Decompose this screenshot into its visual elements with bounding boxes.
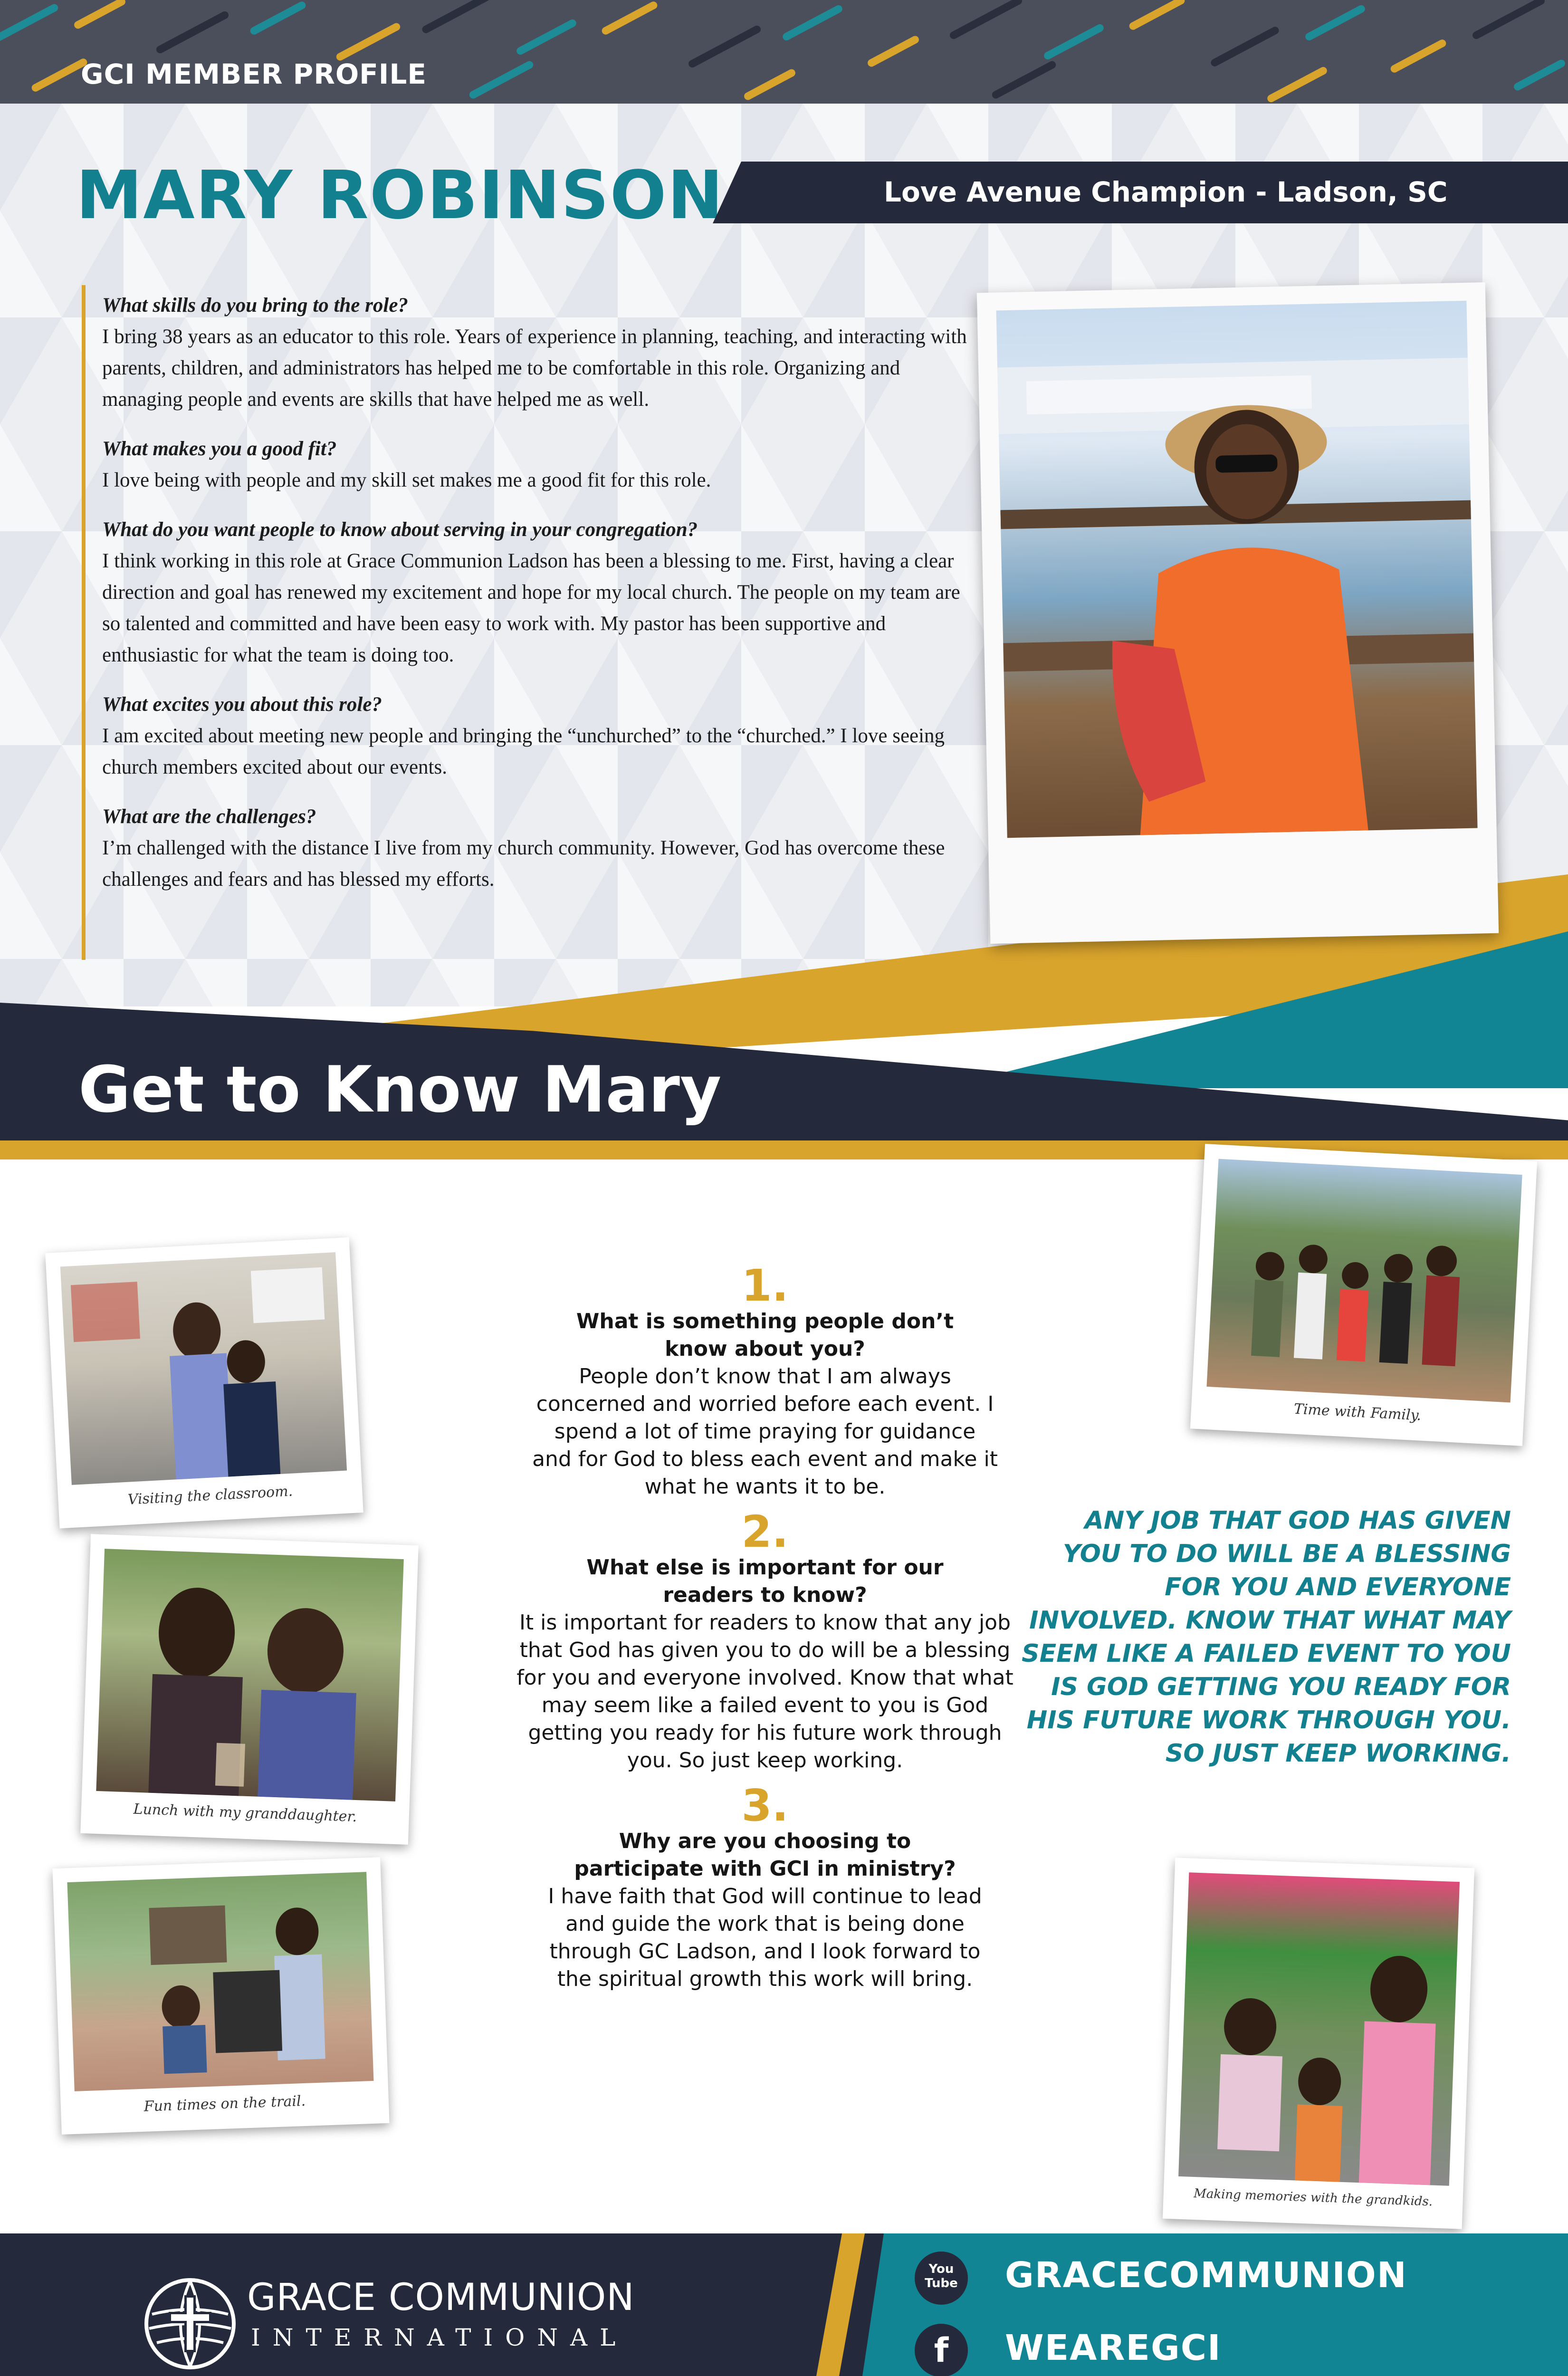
facebook-handle-link[interactable]: WEAREGCI bbox=[1005, 2328, 1222, 2368]
qa-question: What skills do you bring to the role? bbox=[102, 294, 408, 316]
qa-answer: I’m challenged with the distance I live from my church community. However, God has overcome these challenges and fears and has blessed my efforts. bbox=[102, 837, 945, 891]
facebook-icon[interactable] bbox=[915, 2324, 968, 2376]
qa-question: What do you want people to know about serving in your congregation? bbox=[102, 518, 698, 541]
question-number: 2. bbox=[741, 1506, 789, 1557]
polaroid-classroom bbox=[45, 1237, 363, 1529]
youtube-handle-link[interactable]: GRACECOMMUNION bbox=[1005, 2255, 1407, 2296]
qa-answer: I love being with people and my skill set makes me a good fit for this role. bbox=[102, 469, 711, 491]
photo-trail bbox=[67, 1872, 373, 2091]
polaroid-grandkids bbox=[1163, 1858, 1474, 2229]
youtube-icon[interactable] bbox=[915, 2251, 968, 2305]
qa-answer: I am excited about meeting new people and bringing the “unchurched” to the “churched.” I love seeing church members excited about our events. bbox=[102, 725, 945, 778]
role-title: Love Avenue Champion - Ladson, SC bbox=[884, 176, 1448, 208]
qa-answer: I think working in this role at Grace Communion Ladson has been a blessing to me. First, having a clear direction and goal has renewed my excitement and hope for my local church. The people on my team are so talented and committed and have been easy to work with. My pastor has been supportive and enthusiastic for what the team is doing too. bbox=[102, 550, 960, 666]
numbered-question: What else is important for our readers to know? bbox=[586, 1555, 944, 1607]
youtube-icon-text: You Tube bbox=[925, 2262, 958, 2290]
polaroid-trail bbox=[52, 1857, 389, 2135]
polaroid-lunch bbox=[80, 1534, 419, 1845]
caption-grandkids: Making memories with the grandkids. bbox=[1193, 2186, 1433, 2209]
photo-family bbox=[1206, 1159, 1522, 1403]
qa-section bbox=[102, 290, 972, 913]
polaroid-family bbox=[1190, 1144, 1537, 1446]
qa-answer: I bring 38 years as an educator to this role. Years of experience in planning, teaching, and interacting with parents, children, and administrators has helped me to be comfortable in this role. Organizing and managing people and events are skills that have helped me as well. bbox=[102, 326, 967, 411]
question-number: 1. bbox=[741, 1260, 789, 1311]
gci-logo-icon bbox=[143, 2276, 238, 2371]
qa-accent-rule bbox=[82, 285, 86, 960]
numbered-answer: I have faith that God will continue to lead and guide the work that is being done through GC Ladson, and I look forward to the spiritual growth this work will bring. bbox=[548, 1884, 982, 1991]
caption-classroom: Visiting the classroom. bbox=[127, 1483, 293, 1508]
portrait-photo bbox=[996, 301, 1478, 838]
org-subtitle: INTERNATIONAL bbox=[251, 2324, 628, 2351]
numbered-question: What is something people don’t know about you? bbox=[576, 1309, 954, 1361]
caption-lunch: Lunch with my granddaughter. bbox=[133, 1801, 357, 1826]
caption-family: Time with Family. bbox=[1293, 1400, 1422, 1424]
profile-label: GCI MEMBER PROFILE bbox=[81, 58, 427, 90]
org-name: GRACE COMMUNION bbox=[247, 2276, 635, 2319]
photo-lunch bbox=[96, 1549, 403, 1801]
photo-grandkids bbox=[1178, 1872, 1460, 2186]
photo-classroom bbox=[60, 1252, 347, 1485]
portrait-photo-frame bbox=[977, 282, 1499, 944]
qa-question: What makes you a good fit? bbox=[102, 438, 337, 460]
numbered-answer: It is important for readers to know that any job that God has given you to do will be a blessing for you and everyone involved. Know that what may seem like a failed event to you is God getting you ready for his future work through you. So just keep working. bbox=[516, 1610, 1013, 1772]
numbered-questions bbox=[504, 1260, 1026, 2002]
caption-trail: Fun times on the trail. bbox=[143, 2092, 306, 2115]
qa-question: What excites you about this role? bbox=[102, 693, 382, 716]
qa-question: What are the challenges? bbox=[102, 805, 316, 828]
numbered-question: Why are you choosing to participate with GCI in ministry? bbox=[574, 1829, 956, 1881]
section-title: Get to Know Mary bbox=[78, 1053, 722, 1127]
member-name: MARY ROBINSON bbox=[76, 157, 724, 234]
numbered-answer: People don’t know that I am always concerned and worried before each event. I spend a lot of time praying for guidance and for God to bless each event and make it what he wants it to be. bbox=[532, 1364, 998, 1499]
pull-quote: ANY JOB THAT GOD HAS GIVEN YOU TO DO WILL BE A BLESSING FOR YOU AND EVERYONE INVOLVED. KNOW THAT WHAT MAY SEEM LIKE A FAILED EVENT TO YOU IS GOD GETTING YOU READY FOR HIS FUTURE WORK THROUGH YOU. SO JUST KEEP WORKING. bbox=[1022, 1506, 1511, 1768]
facebook-icon-text: f bbox=[934, 2331, 949, 2370]
question-number: 3. bbox=[741, 1780, 789, 1831]
